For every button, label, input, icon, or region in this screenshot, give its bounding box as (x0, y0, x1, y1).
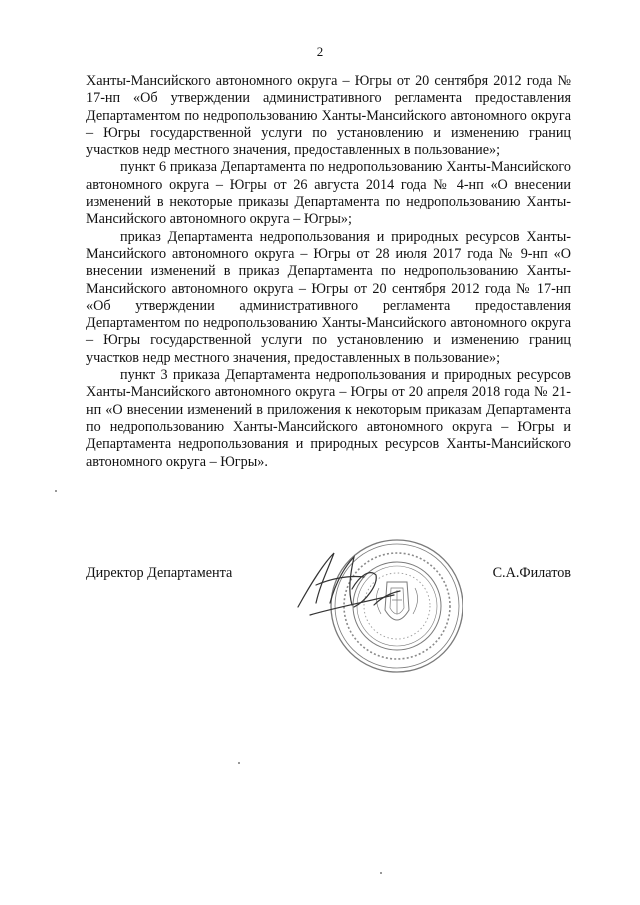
scan-speck (238, 762, 240, 764)
scan-speck (380, 872, 382, 874)
paragraph-item-4: пункт 3 приказа Департамента недропользования и природных ресурсов Ханты-Мансийского автономного округа – Югры от 20 апреля 2018 года № 21-нп «О внесении изменений в приложения к некоторым приказам Департамента по недропользованию Ханты-Мансийского автономного округа – Югры и Департамента недропользования и природных ресурсов Ханты-Мансийского автономного округа – Югры». (86, 367, 571, 470)
signer-position: Директор Департамента (86, 565, 233, 581)
paragraph-continuation: Ханты-Мансийского автономного округа – Югры от 20 сентября 2012 года № 17-нп «Об утверждении административного регламента предоставления Департаментом по недропользованию Ханты-Мансийского автономного округа – Югры государственной услуги по установлению и изменению границ участков недр местного значения, предоставленных в пользование»; (86, 73, 571, 159)
page-number: 2 (316, 44, 324, 59)
document-body (86, 73, 571, 471)
scan-speck (55, 490, 57, 492)
signer-name: С.А.Филатов (492, 565, 571, 581)
paragraph-item-2: пункт 6 приказа Департамента по недропользованию Ханты-Мансийского автономного округа – Югры от 26 августа 2014 года № 4-нп «О внесении изменений в некоторые приказы Департамента по недропользованию Ханты-Мансийского автономного округа – Югры»; (86, 159, 571, 228)
handwritten-signature (290, 545, 410, 625)
paragraph-item-3: приказ Департамента недропользования и природных ресурсов Ханты-Мансийского автономного округа – Югры от 28 июля 2017 года № 9-нп «О внесении изменений в приказ Департамента по недропользованию Ханты-Мансийского автономного округа – Югры от 20 сентября 2012 года № 17-нп «Об утверждении административного регламента предоставления Департаментом по недропользованию Ханты-Мансийского автономного округа – Югры государственной услуги по установлению и изменению границ участков недр местного значения, предоставленных в пользование»; (86, 228, 571, 366)
